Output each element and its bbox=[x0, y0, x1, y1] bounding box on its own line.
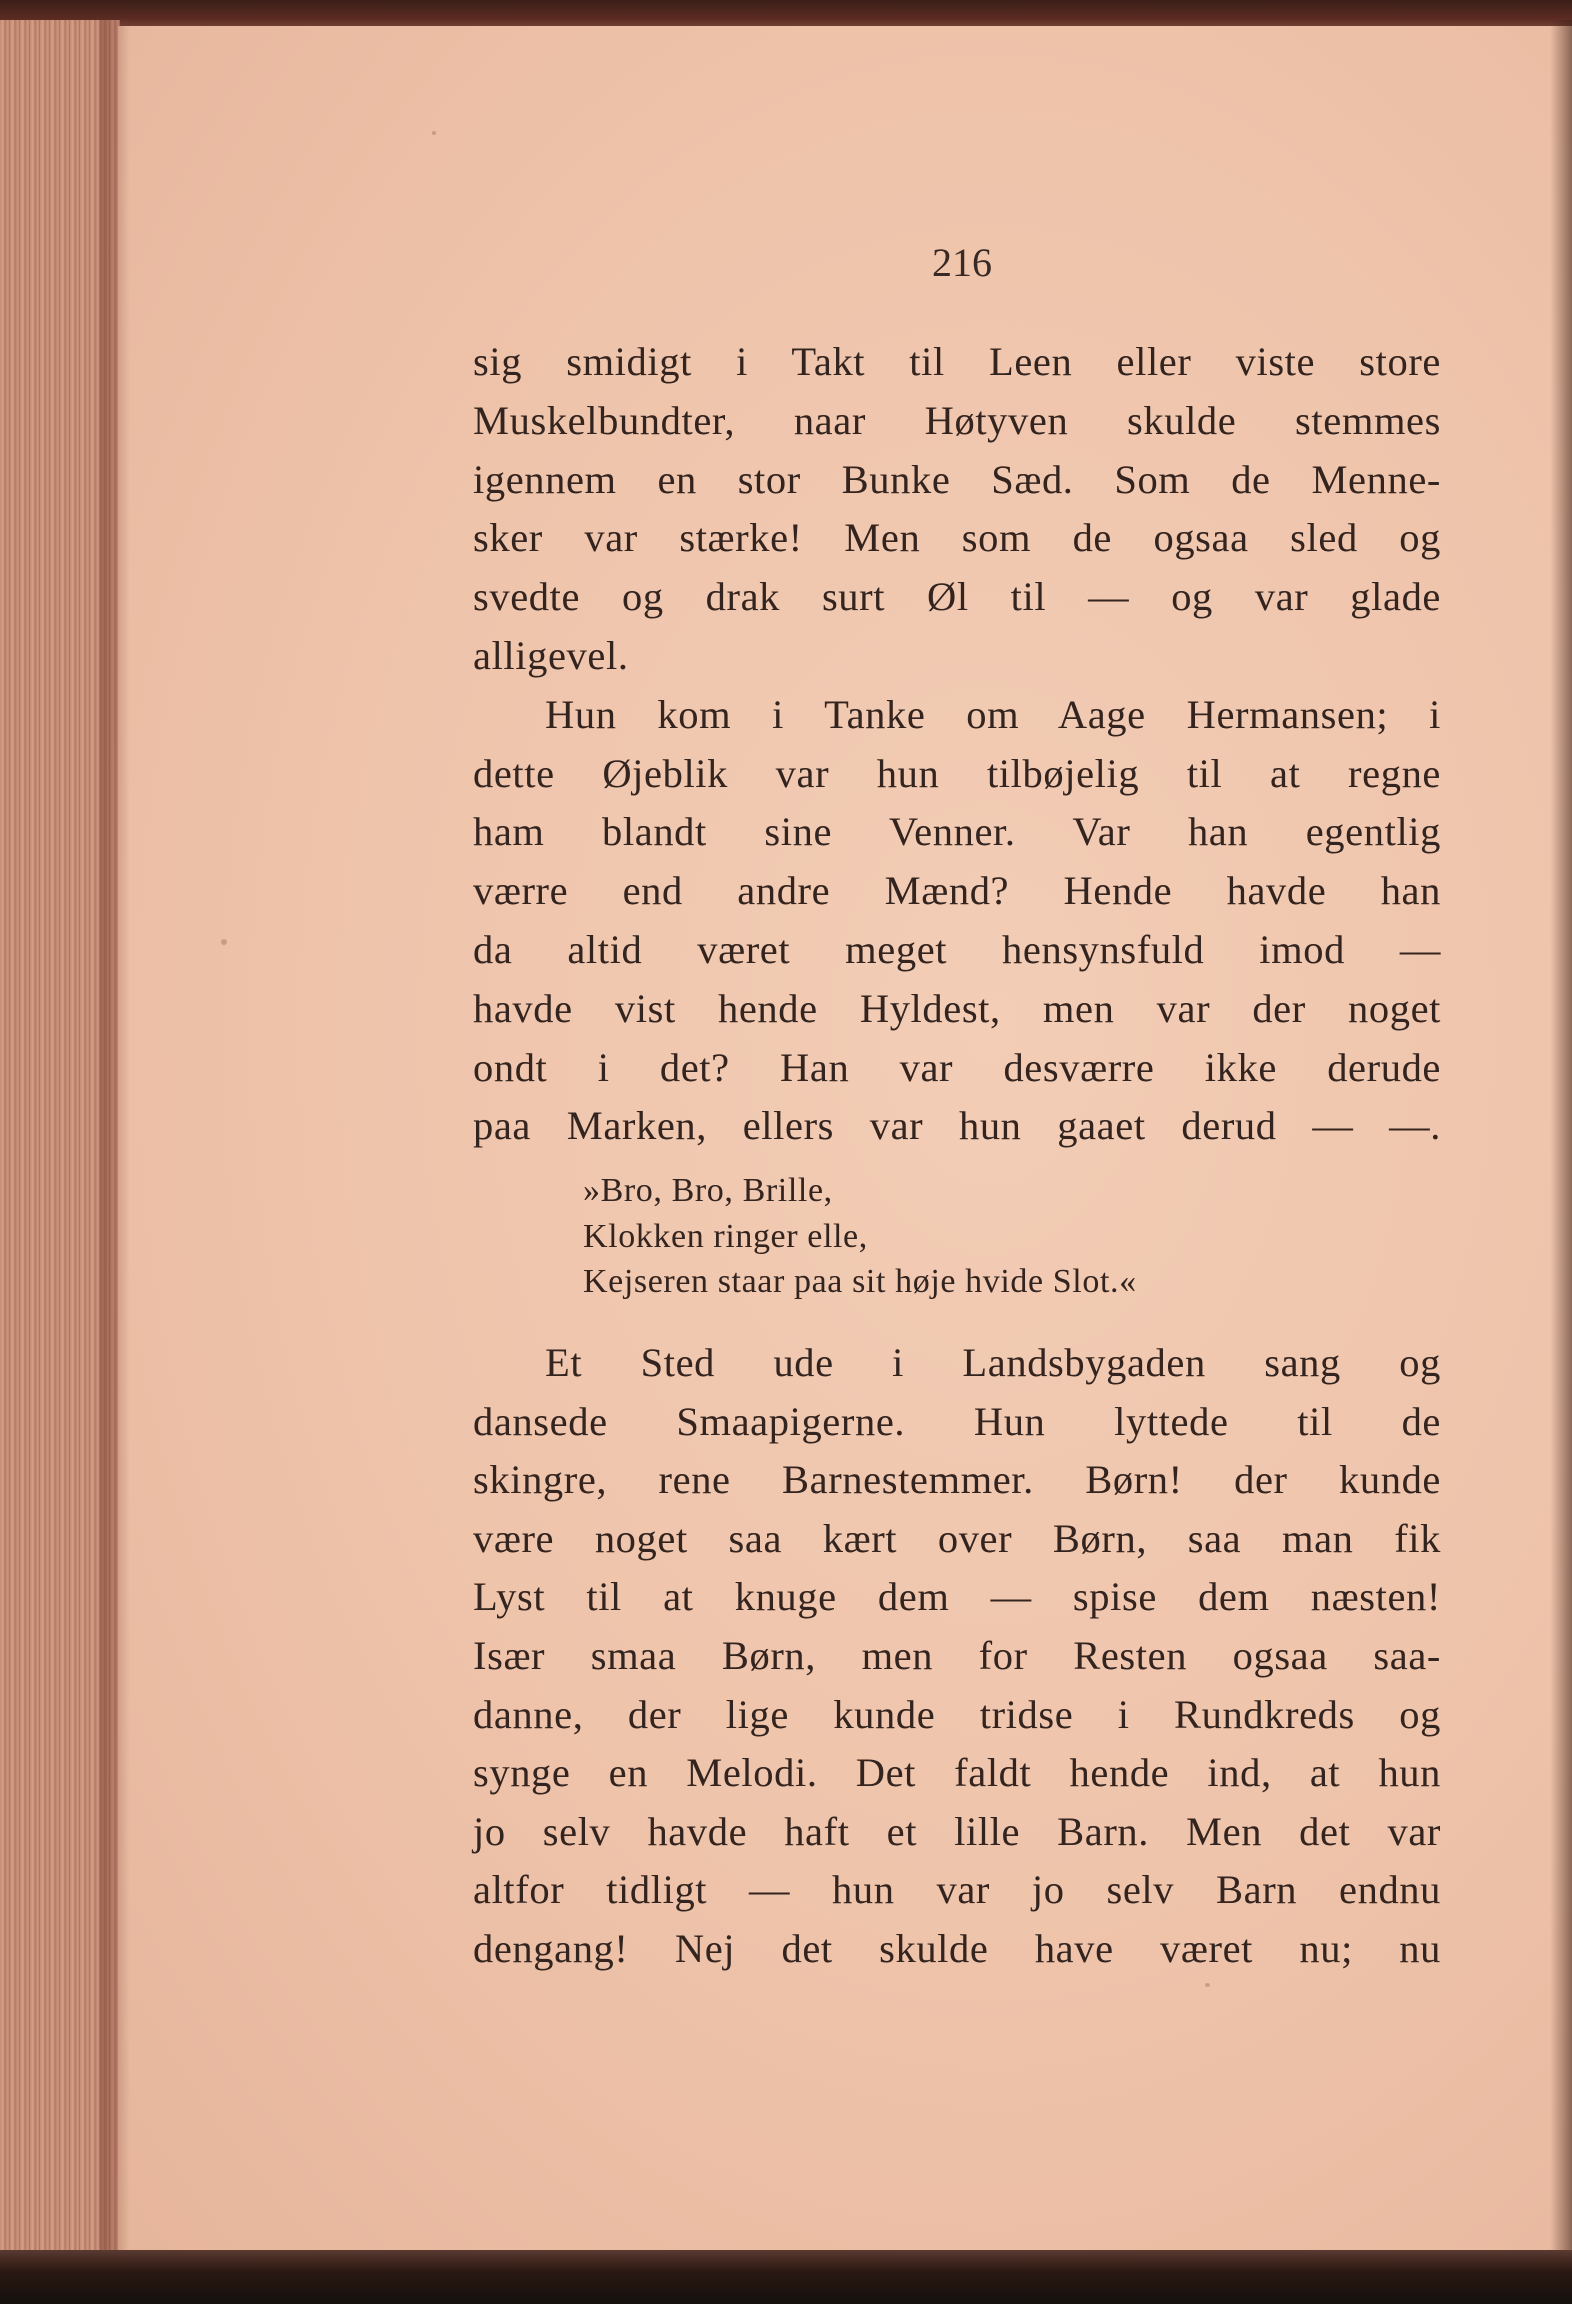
text-line: værre end andre Mænd? Hende havde han bbox=[473, 868, 1441, 914]
text-line: Et Sted ude i Landsbygaden sang og bbox=[545, 1340, 1441, 1385]
text-line: dansede Smaapigerne. Hun lyttede til de bbox=[473, 1398, 1441, 1444]
text-line: da altid været meget hensynsfuld imod — bbox=[473, 926, 1441, 972]
text-line: igennem en stor Bunke Sæd. Som de Menne- bbox=[473, 456, 1441, 502]
paper-speck bbox=[432, 131, 436, 135]
text-line: jo selv havde haft et lille Barn. Men det var bbox=[473, 1808, 1441, 1854]
book-cover-bottom-edge bbox=[0, 2250, 1572, 2304]
text-line: altfor tidligt — hun var jo selv Barn endnu bbox=[473, 1867, 1441, 1913]
text-line: Hun kom i Tanke om Aage Hermansen; i bbox=[545, 691, 1441, 737]
paper-speck bbox=[1205, 1983, 1210, 1987]
verse-quote bbox=[583, 1168, 1137, 1305]
gutter-shadow bbox=[100, 20, 130, 2260]
text-line: ondt i det? Han var desværre ikke derude bbox=[473, 1044, 1441, 1090]
text-line: Især smaa Børn, men for Resten ogsaa saa- bbox=[473, 1632, 1441, 1678]
text-line: svedte og drak surt Øl til — og var glade bbox=[473, 574, 1441, 620]
text-line: sig smidigt i Takt til Leen eller viste store bbox=[473, 339, 1441, 384]
body-text-bottom bbox=[473, 1334, 1441, 1979]
text-line: skingre, rene Barnestemmer. Børn! der kunde bbox=[473, 1457, 1441, 1503]
verse-line: »Bro, Bro, Brille, bbox=[583, 1172, 833, 1209]
page-number: 216 bbox=[932, 240, 992, 285]
verse-line: Kejseren staar paa sit høje hvide Slot.« bbox=[583, 1263, 1137, 1300]
text-line: ham blandt sine Venner. Var han egentlig bbox=[473, 809, 1441, 855]
text-line: synge en Melodi. Det faldt hende ind, at hun bbox=[473, 1750, 1441, 1796]
text-line: være noget saa kært over Børn, saa man fik bbox=[473, 1515, 1441, 1561]
text-line: paa Marken, ellers var hun gaaet derud — —. bbox=[473, 1103, 1441, 1149]
paper-speck bbox=[221, 939, 227, 945]
text-line: Lyst til at knuge dem — spise dem næsten! bbox=[473, 1574, 1441, 1620]
text-line: alligevel. bbox=[473, 632, 629, 678]
text-line: danne, der lige kunde tridse i Rundkreds og bbox=[473, 1691, 1441, 1737]
page-right-shadow bbox=[1550, 20, 1572, 2260]
text-line: dengang! Nej det skulde have været nu; nu bbox=[473, 1925, 1441, 1971]
text-line: Muskelbundter, naar Høtyven skulde stemmes bbox=[473, 397, 1441, 443]
text-line: dette Øjeblik var hun tilbøjelig til at regne bbox=[473, 750, 1441, 796]
text-line: sker var stærke! Men som de ogsaa sled og bbox=[473, 515, 1441, 561]
body-text-top bbox=[473, 333, 1441, 1156]
text-line: havde vist hende Hyldest, men var der noget bbox=[473, 985, 1441, 1031]
verse-line: Klokken ringer elle, bbox=[583, 1217, 868, 1255]
